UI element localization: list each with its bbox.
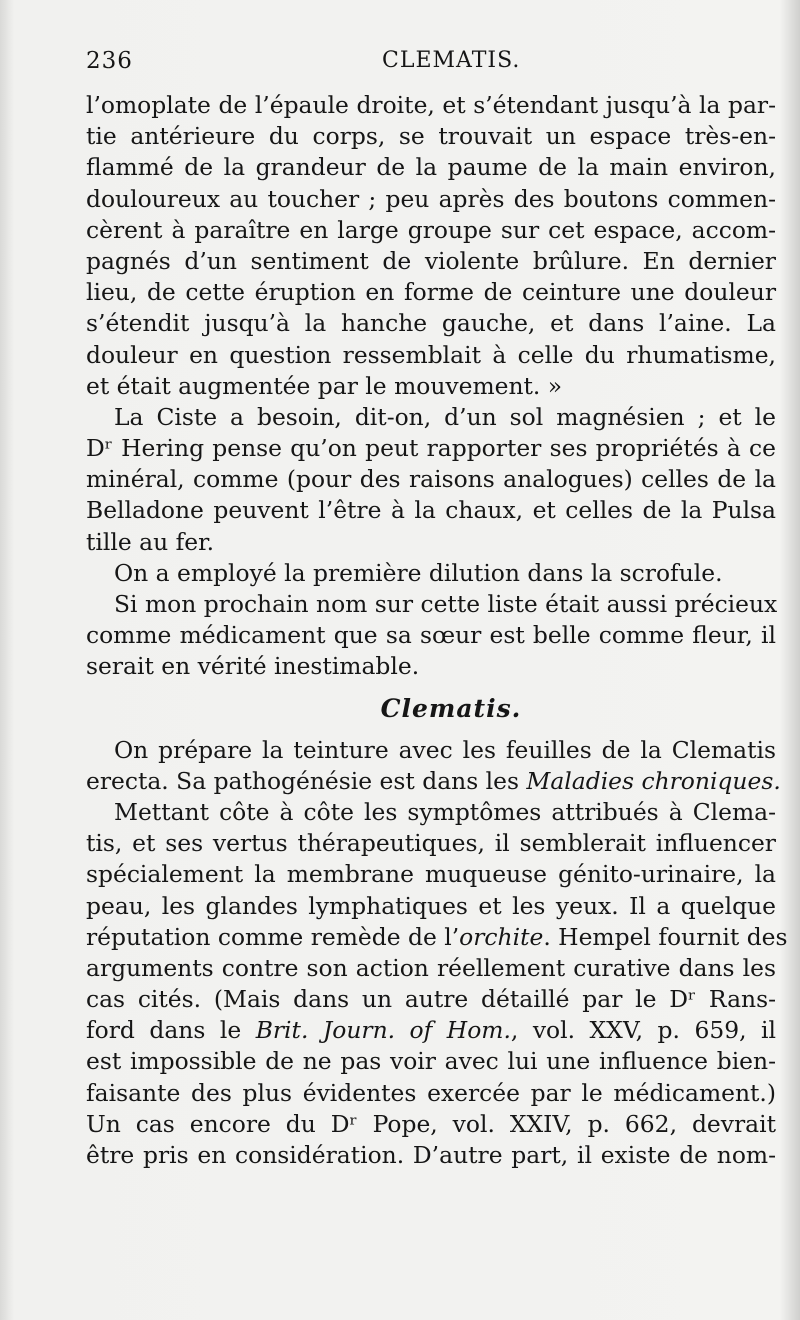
paragraph-dilution (86, 558, 776, 589)
text-line: être pris en considération. D’autre part, il existe de nom- (86, 1141, 776, 1169)
text-line: Dʳ Hering pense qu’on peut rapporter ses propriétés à ce (86, 434, 776, 463)
paragraph-quote-end (86, 90, 776, 402)
text-line (86, 766, 781, 797)
text-line: tie antérieure du corps, se trouvait un espace très-en- (86, 122, 776, 151)
page-body (86, 90, 788, 1171)
text-line: Mettant côte à côte les symptômes attribués à Clema- (114, 797, 776, 826)
section-heading-clematis: Clematis. (380, 693, 522, 723)
text-line: tille au fer. (86, 527, 215, 556)
paragraph-ciste-soil (86, 402, 776, 558)
text-line: La Ciste a besoin, dit-on, d’un sol magnésien ; et le (114, 402, 776, 431)
page-number: 236 (86, 48, 133, 74)
text-line: peau, les glandes lymphatiques et les yeux. Il a quelque (86, 891, 776, 920)
journal-title: Brit. Journ. of Hom. (255, 1016, 511, 1045)
text-line: comme médicament que sa sœur est belle comme fleur, il (86, 621, 776, 650)
text-line (86, 1015, 776, 1046)
text-run: réputation comme remède de l’ (86, 922, 460, 951)
running-title: CLEMATIS. (382, 48, 521, 73)
text-line: et était augmentée par le mouvement. » (86, 371, 563, 400)
text-line: Si mon prochain nom sur cette liste était aussi précieux (114, 590, 778, 618)
text-line: spécialement la membrane muqueuse génito-urinaire, la (86, 860, 776, 889)
paragraph-symptoms (86, 797, 788, 1171)
text-run: ford dans le (86, 1016, 256, 1045)
italic-term: orchite (459, 922, 544, 951)
text-line (86, 922, 788, 953)
text-line: flammé de la grandeur de la paume de la main environ, (86, 153, 776, 182)
text-line: s’étendit jusqu’à la hanche gauche, et dans l’aine. La (86, 309, 776, 338)
text-line: Belladone peuvent l’être à la chaux, et celles de la Pulsa (86, 496, 776, 525)
text-line: cèrent à paraître en large groupe sur cet espace, accom- (86, 215, 776, 244)
text-line: tis, et ses vertus thérapeutiques, il semblerait influencer (86, 829, 776, 858)
text-line: On a employé la première dilution dans la scrofule. (114, 558, 723, 587)
paragraph-next-name (86, 589, 776, 683)
text-line: l’omoplate de l’épaule droite, et s’étendant jusqu’à la par- (86, 91, 776, 119)
book-title: Maladies chroniques. (526, 766, 781, 795)
text-line: douleur en question ressemblait à celle du rhumatisme, (86, 340, 776, 369)
text-line: douloureux au toucher ; peu après des boutons commen- (86, 184, 776, 213)
paragraph-preparation (86, 735, 781, 797)
text-line: serait en vérité inestimable. (86, 652, 420, 681)
text-line: pagnés d’un sentiment de violente brûlure. En dernier (86, 246, 776, 275)
text-line: minéral, comme (pour des raisons analogues) celles de la (86, 465, 776, 494)
text-line: lieu, de cette éruption en forme de ceinture une douleur (86, 278, 776, 307)
page-header (86, 44, 776, 80)
text-line: arguments contre son action réellement curative dans les (86, 953, 776, 982)
text-run: erecta. Sa pathogénésie est dans les (86, 766, 527, 795)
text-run: , vol. XXV, p. 659, il (510, 1016, 776, 1045)
text-line: Un cas encore du Dʳ Pope, vol. XXIV, p. 662, devrait (86, 1109, 776, 1138)
text-run: . Hempel fournit des (543, 922, 788, 951)
text-line: On prépare la teinture avec les feuilles de la Clematis (114, 735, 776, 764)
text-line: faisante des plus évidentes exercée par le médicament.) (86, 1078, 776, 1107)
text-line: cas cités. (Mais dans un autre détaillé par le Dʳ Rans- (86, 985, 776, 1014)
text-line: est impossible de ne pas voir avec lui une influence bien- (86, 1047, 776, 1076)
